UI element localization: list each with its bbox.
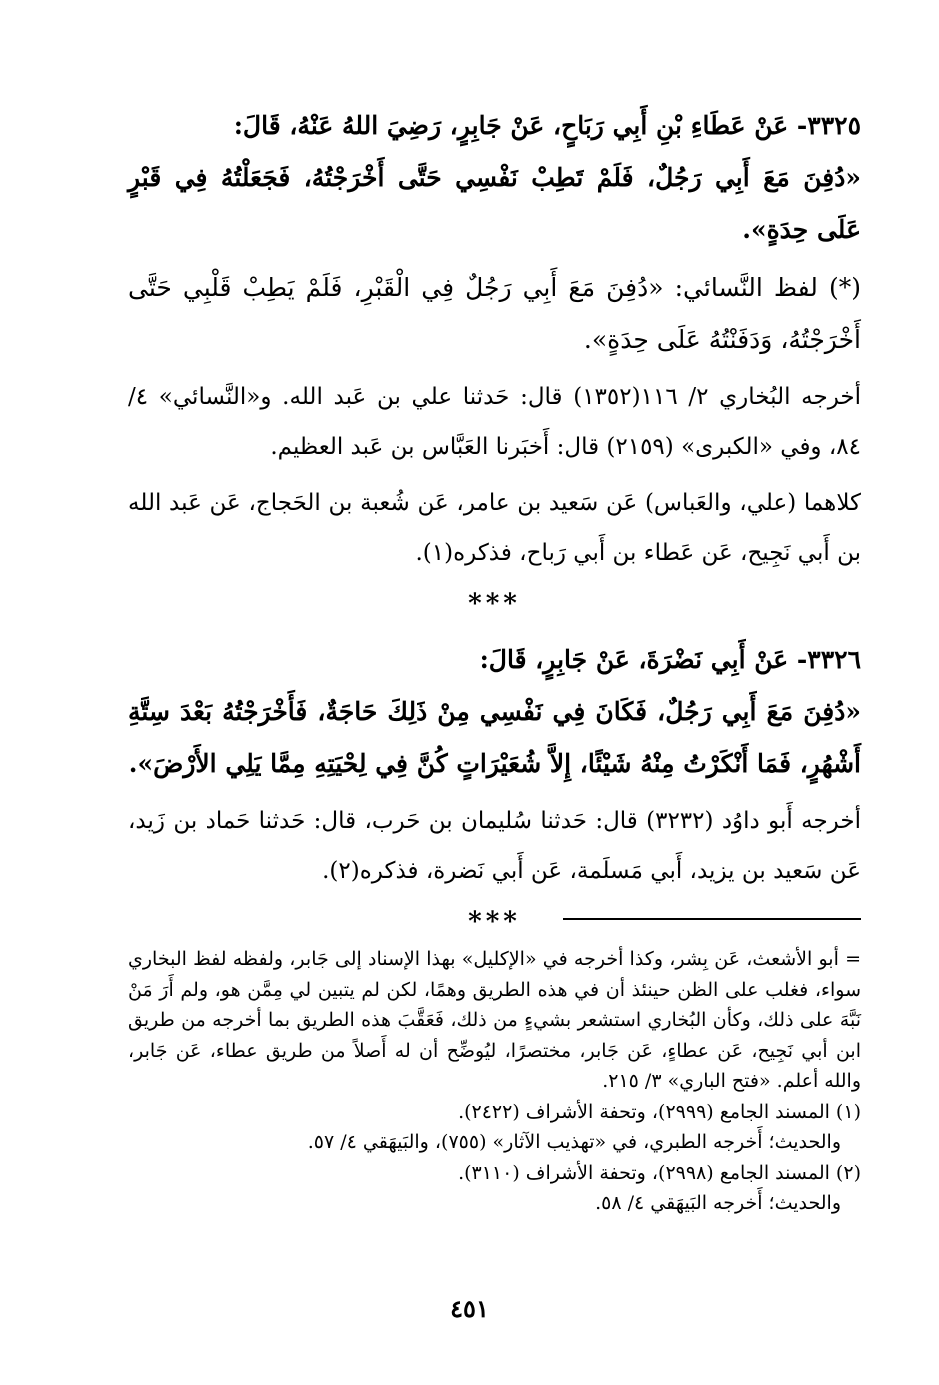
hadith-text-line: «دُفِنَ مَعَ أَبِي رَجُلٌ، فَلَمْ تَطِبْ نَفْسِي حَتَّى أَخْرَجْتُهُ، فَجَعَلْتُهُ فِي قَبْرٍ عَلَى: [128, 163, 861, 244]
footnote-divider: [563, 918, 861, 920]
hadith-isnad: عَنْ عَطَاءِ بْنِ أَبِي رَبَاحٍ، عَنْ جَابِرٍ، رَضِيَ اللهُ عَنْهُ، قَالَ:: [233, 111, 789, 140]
hadith-3325-heading: [128, 100, 861, 152]
hadith-number: ٣٣٢٥-: [796, 111, 861, 140]
footnote-continuation: = أبو الأشعث، عَن بِشر، وكذا أخرجه في «الإكليل» بهذا الإسناد إلى جَابر، ولفظه لفظ البخاري سواء، فغلب على الظن حينئذ أن في هذه الطريق وهمًا، لكن لم يتبين لي مِمَّن هو، ولم أَرَ مَنْ نَبَّهَ على ذلك، وكأن البُخاري استشعر بشيءٍ من ذلك، فَعَقَّبَ هذه الطريق بما أخرجه من طريق ابن أبي نَجِيح، عَن عطاءٍ، عَن جَابر، مختصرًا، ليُوضِّح أن له أَصلاً من طريق عطاء، عَن جَابر، والله أعلم. «فتح الباري» ٣/ ٢١٥.: [128, 948, 861, 1092]
hadith-3325-takhrij: أخرجه البُخاري ٢/ ١١٦(١٣٥٢) قال: حَدثنا علي بن عَبد الله. و«النَّسائي» ٤/ ٨٤، وفي «الكبرى» (٢١٥٩) قال: أَخبَرنا العَبَّاس بن عَبد العظيم.: [128, 384, 862, 460]
hadith-number: ٣٣٢٦-: [796, 645, 861, 674]
nasai-variant: (*) لفظ النَّسائي: «دُفِنَ مَعَ أَبِي رَجُلٌ فِي الْقَبْرِ، فَلَمْ يَطِبْ قَلْبِي حَتَّى أَخْرَجْتُهُ، وَدَفَنْتُهُ عَلَى حِدَةٍ».: [128, 273, 861, 354]
footnote-1: (١) المسند الجامع (٢٩٩٩)، وتحفة الأشراف (٢٤٢٢).: [458, 1100, 861, 1123]
footnote-2: (٢) المسند الجامع (٢٩٩٨)، وتحفة الأشراف (٣١١٠).: [458, 1161, 861, 1184]
hadith-3326-takhrij: أخرجه أَبو داوُد (٣٢٣٢) قال: حَدثنا سُليمان بن حَرب، قال: حَدثنا حَماد بن زَيد، عَن سَعيد بن يزيد، أَبي مَسلَمة، عَن أَبي نَضرة، فذكره(٢).: [128, 808, 861, 884]
hadith-3325-matn: [128, 152, 861, 256]
hadith-3325-chain: كلاهما (علي، والعَباس) عَن سَعيد بن عامر، عَن شُعبة بن الحَجاج، عَن عَبد الله بن أَبي نَجِيح، عَن عَطاء بن أَبي رَباح، فذكره(١).: [128, 490, 861, 566]
hadith-isnad: عَنْ أَبِي نَضْرَةَ، عَنْ جَابِرٍ، قَالَ:: [479, 645, 789, 674]
footnotes: [128, 944, 861, 1219]
footnote-2-extra: والحديث؛ أَخرجه البَيهَقي ٤/ ٥٨.: [595, 1192, 841, 1214]
hadith-text-line: حِدَةٍ».: [742, 215, 809, 244]
hadith-3326-heading: [128, 634, 861, 686]
hadith-3326-matn: «دُفِنَ مَعَ أَبِي رَجُلٌ، فَكَانَ فِي نَفْسِي مِنْ ذَلِكَ حَاجَةٌ، فَأَخْرَجْتُهُ بَعْدَ سِتَّةِ أَشْهُرٍ، فَمَا أَنْكَرْتُ مِنْهُ شَيْئًا، إِلاَّ شُعَيْرَاتٍ كُنَّ فِي لِحْيَتِهِ مِمَّا يَلِي الأَرْضَ».: [128, 697, 861, 778]
main-text: [128, 100, 861, 952]
section-separator: ***: [468, 589, 521, 619]
page-number: ٤٥١: [450, 1294, 489, 1323]
footnote-1-extra: والحديث؛ أَخرجه الطبري، في «تهذيب الآثار» (٧٥٥)، والبَيهَقي ٤/ ٥٧.: [307, 1131, 841, 1153]
section-separator: ***: [468, 907, 521, 937]
